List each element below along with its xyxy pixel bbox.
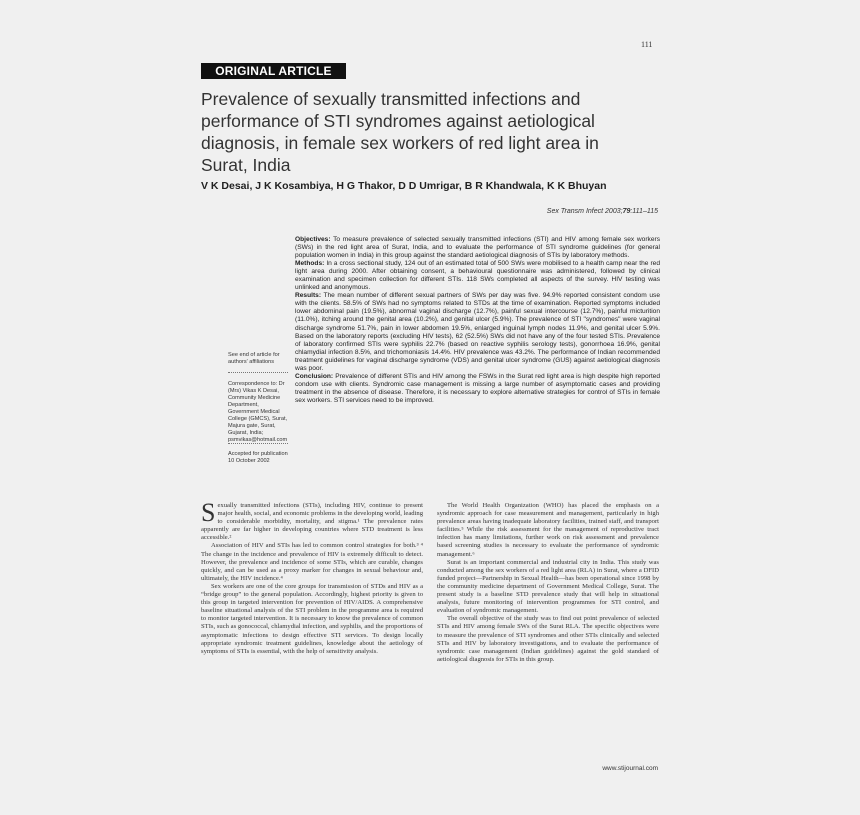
journal-url: www.stijournal.com <box>602 765 658 772</box>
page-number: 111 <box>641 40 653 49</box>
body-paragraph: Association of HIV and STIs has led to common control strategies for both.³ ⁴ The change in the incidence and prevalence of HIV is extremely difficult to detect. However, the prevalence and incidence of some STIs, which are curable, changes quickly, and can be used as a proxy marker for changes in sexual behaviour and, ultimately, the HIV incidence.⁴ <box>201 542 423 582</box>
body-paragraph: The overall objective of the study was to find out point prevalence of selected STIs and HIV among female SWs of the Surat RLA. The specific objectives were to measure the prevalence of STI syndromes and other STIs clinically and selected STIs and HIV by laboratory investigations, and to evaluate the performance of syndromic case management (Indian guidelines) against the gold standard of aetiological diagnosis for STIs in this group. <box>437 615 659 663</box>
results-text: The mean number of different sexual partners of SWs per day was five. 94.9% reported consistent condom use with the clients. 58.5% of SWs had no symptoms related to STDs at the time of examination. Reported symptoms included lower abdominal pain (19.5%), abnormal vaginal discharge (12.7%), painful sexual intercourse (12.7%), painful micturition (11.0%), itching around the genital area (10.2%), and genital ulcer (5.9%). The prevalence of STI "syndromes" were vaginal discharge syndrome 51.7%, pain in lower abdomen 19.5%, enlarged inguinal lymph nodes 11.9%, and genital ulcer 5.9%. Based on the laboratory reports (excluding HIV tests), 62 (52.5%) SWs did not have any of the four tested STIs. Prevalence of laboratory confirmed STIs were syphilis 22.7% (based on reactive syphilis serology tests), gonorrhoea 16.9%, genital chlamydial infection 8.5%, and trichomoniasis 14.4%. HIV prevalence was 43.2%. The performance of Indian recommended treatment guidelines for vaginal discharge syndrome (VDS) and genital ulcer syndrome (GUS) against aetiological diagnosis was poor. <box>295 292 660 372</box>
abstract-conclusion <box>295 373 660 405</box>
author-list: V K Desai, J K Kosambiya, H G Thakor, D D Umrigar, B R Khandwala, K K Bhuyan <box>201 180 607 192</box>
objectives-text: To measure prevalence of selected sexually transmitted infections (STI) and HIV among female sex workers (SWs) in the red light area of Surat, India, and to evaluate the performance of STI syndrome guidelines (for general population women in India) in this group against the standard aetiological diagnosis of STIs by laboratory methods. <box>295 236 660 260</box>
sidebar-divider <box>228 372 288 373</box>
body-paragraph: The World Health Organization (WHO) has placed the emphasis on a syndromic approach for case measurement and management, particularly in high prevalence areas having inadequate laboratory facilities, trained staff, and transport facilities.⁵ While the risk assessment for the management of reproductive tract infection has many limitations, further work on risk assessment and prevalence based screening studies is necessary to evaluate the performance of syndromic management.⁶ <box>437 502 659 558</box>
methods-text: In a cross sectional study, 124 out of an estimated total of 500 SWs were mobilised to a health camp near the red light area during 2000. After obtaining consent, a behavioural questionnaire was administered, followed by clinical examination and specimen collection for different STIs. 118 SWs completed all aspects of the survey. HIV testing was unlinked and anonymous. <box>295 260 660 292</box>
abstract-results <box>295 292 660 372</box>
results-label: Results: <box>295 292 322 300</box>
body-paragraph <box>201 498 423 542</box>
conclusion-text: Prevalence of different STIs and HIV among the FSWs in the Surat red light area is high despite high reported condom use with clients. Syndromic case management is missing a large number of asymptomatic cases and providing treatment in the absence of disease. Therefore, it is necessary to explore alternative strategies for control of STIs in female sex workers. STI services need to be improved. <box>295 372 660 404</box>
body-column-left <box>201 498 423 656</box>
citation <box>520 208 658 215</box>
drop-cap: S <box>201 498 216 527</box>
citation-volume: 79 <box>622 208 631 215</box>
citation-journal: Sex Transm Infect <box>546 208 604 215</box>
citation-pages: :111–115 <box>630 208 658 215</box>
abstract-objectives <box>295 236 660 260</box>
abstract <box>295 236 660 405</box>
body-paragraph: Sex workers are one of the core groups for transmission of STDs and HIV as a “bridge group” to the general population. Accordingly, highest priority is given to this group in targeted intervention for prevention of HIV/AIDS. A comprehensive baseline situational analysis of the STI problem in the programme area is required to monitor targeted intervention. It is necessary to know the prevalence of common STIs, such as gonococcal, chlamydial infection, and syphilis, and the proportions of asymptomatic infections to design effective STI services. To design locally appropriate syndromic treatment guidelines, knowledge about the aetiology of symptoms of STIs is essential, with the help of sensitivity analysis. <box>201 582 423 655</box>
correspondence-note: Correspondence to: Dr (Mrs) Vikas K Desai, Community Medicine Department, Government Medical College (GMCS), Surat, Majura gate, Surat, Gujarat, India; psmvikas@hotmail.com <box>228 381 288 443</box>
abstract-methods <box>295 260 660 292</box>
accepted-note: Accepted for publication 10 October 2002 <box>228 451 288 464</box>
methods-label: Methods: <box>295 260 325 268</box>
paragraph-text: exually transmitted infections (STIs), including HIV, continue to present major health, social, and economic problems in the developing world, leading to considerable morbidity, mortality, and stigma.¹ The prevalence rates apparently are far higher in developing countries where STD treatment is less accessible.² <box>201 502 423 542</box>
citation-year: 2003; <box>605 208 623 215</box>
body-column-right <box>437 502 659 664</box>
article-title: Prevalence of sexually transmitted infections and performance of STI syndromes against aetiological diagnosis, in female sex workers of red light area in Surat, India <box>201 89 599 175</box>
objectives-label: Objectives: <box>295 236 331 243</box>
conclusion-label: Conclusion: <box>295 372 334 380</box>
body-paragraph: Surat is an important commercial and industrial city in India. This study was conducted among the sex workers of a red light area (RLA) in Surat, where a DFID funded project—Partnership in Sexual Health—has been operational since 1998 by the community medicine department of Government Medical College, Surat. The present study is a baseline STD prevalence study that will help in situational analysis, future monitoring of intervention programmes for STI control, and evaluation of syndromic management. <box>437 558 659 615</box>
sidebar-divider <box>228 443 288 444</box>
affiliations-note: See end of article for authors' affiliations <box>228 352 280 365</box>
section-label: ORIGINAL ARTICLE <box>201 63 346 79</box>
